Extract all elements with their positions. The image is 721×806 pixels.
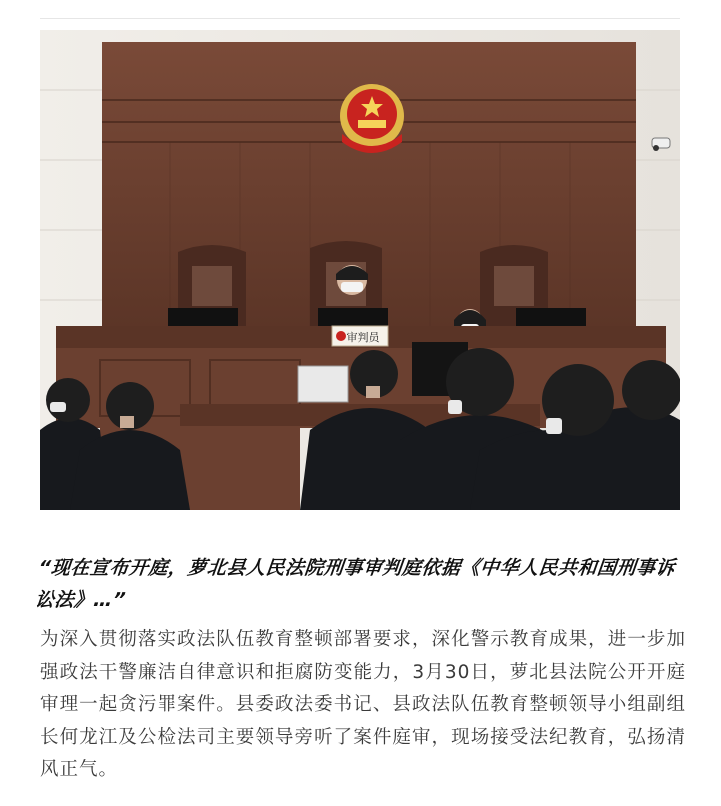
article-body-paragraph: 为深入贯彻落实政法队伍教育整顿部署要求，深化警示教育成果，进一步加强政法干警廉洁自律意识和拒腐防变能力，3月30日，萝北县法院公开开庭审理一起贪污罪案件。县委政法委书记、县政法队伍教育整顿领导小组副组长何龙江及公检法司主要领导旁听了案件庭审，现场接受法纪教育，弘扬清风正气。 <box>40 629 686 780</box>
courtroom-photo <box>40 30 680 510</box>
top-divider <box>40 18 680 19</box>
svg-text:审判员: 审判员 <box>346 331 380 344</box>
article-headline-quote: “现在宣布开庭，萝北县人民法院刑事审判庭依据《中华人民共和国刑事诉讼法》…” <box>33 557 677 611</box>
judge-nameplate <box>332 326 388 346</box>
court-emblem <box>340 84 404 153</box>
